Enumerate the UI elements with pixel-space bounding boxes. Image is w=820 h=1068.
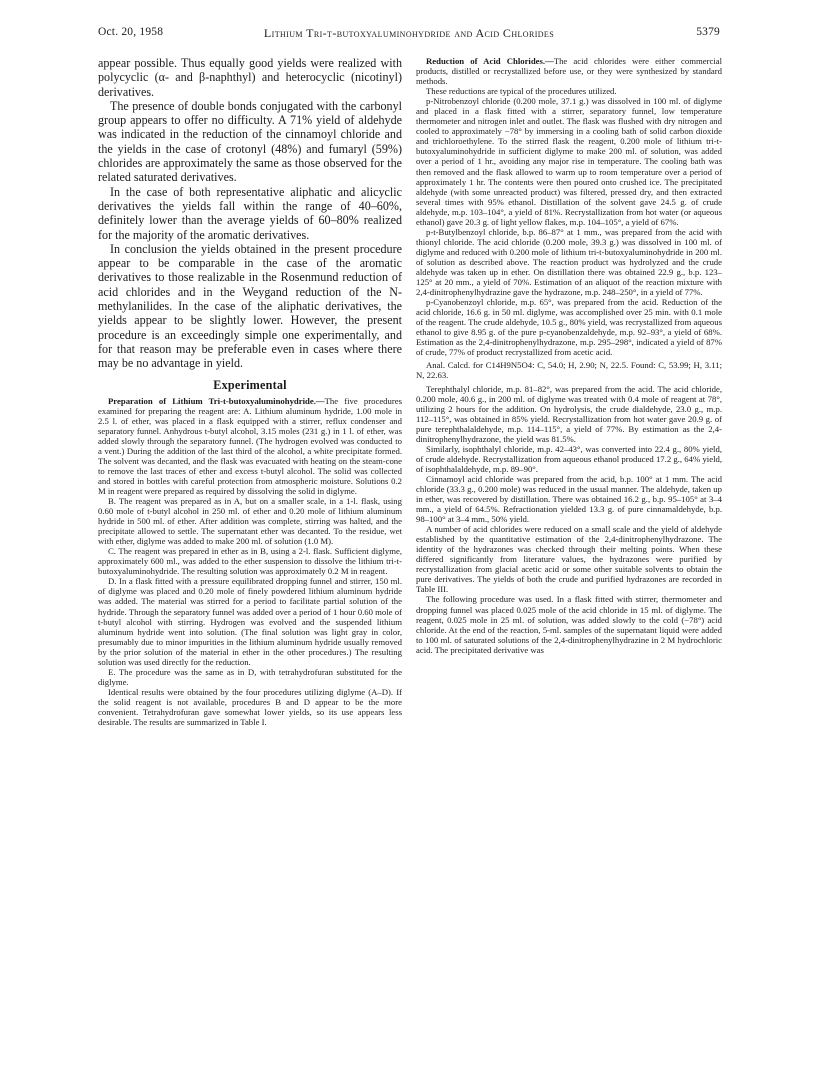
discussion-paragraph: The presence of double bonds conjugated with the carbonyl group appears to offer no difficulty. A 71% yield of aldehyde was indicated in the reduction of the cinnamoyl chloride and the yields in the case of crotonyl (48%) and fumaryl (59%) chlorides are approximately the same as those observed for the related saturated derivatives. (98, 98, 402, 185)
running-header (98, 26, 720, 44)
reduction-paragraph (416, 56, 722, 86)
running-title: Lithium Tri-t-butoxyaluminohydride and Acid Chlorides (263, 26, 555, 40)
experimental-paragraph: A number of acid chlorides were reduced on a small scale and the yield of aldehyde established by the quantitative estimation of the 2,4-dinitrophenylhydrazone. The identity of the hydrazones was checked through their melting points. When these differed significantly from literature values, the hydrazones were purified by recrystallization from glacial acetic acid or some other suitable solvents to obtain the pure derivatives. The yields of both the crude and purified hydrazones are recorded in Table III. (416, 524, 722, 595)
procedure-paragraph: E. The procedure was the same as in D, with tetrahydrofuran substituted for the diglyme. (98, 666, 402, 687)
reduction-text: The acid chlorides were either commercial products, distilled or recrystallized before use, or they were synthesized by standard methods. (416, 56, 723, 87)
page-number: 5379 (696, 26, 720, 38)
preparation-runin-heading: Preparation of Lithium Tri-t-butoxyaluminohydride.— (108, 395, 325, 406)
discussion-paragraph: In the case of both representative aliphatic and alicyclic derivatives the yields fall within the range of 40–60%, definitely lower than the average yields of 60–80% realized for the majority of the aromatic derivatives. (98, 184, 402, 242)
discussion-paragraph: In conclusion the yields obtained in the present procedure appear to be comparable in the case of the aromatic derivatives to those realizable in the Rosenmund reduction of acid chlorides and in the Weygand reduction of the N-methylanilides. In the case of the aliphatic derivatives, the yields appear to be slightly lower. However, the present procedure is an exceedingly simple one experimentally, and for that reason may be preferable even in cases where there may be no advantage in yield. (98, 241, 402, 371)
experimental-paragraph: Similarly, isophthalyl chloride, m.p. 42–43°, was converted into 22.4 g., 80% yield, of crude aldehyde. Recrystallization from aqueous ethanol produced 17.2 g., 64% yield, of isophthalaldehyde, m.p. 89–90°. (416, 443, 722, 474)
experimental-text (98, 396, 402, 728)
discussion-paragraph: appear possible. Thus equally good yields were realized with polycyclic (α- and β-naphthyl) and heterocyclic (nicotinyl) derivatives. (98, 56, 402, 99)
issue-date: Oct. 20, 1958 (98, 26, 164, 38)
left-column (98, 56, 402, 727)
experimental-paragraph: p-Nitrobenzoyl chloride (0.200 mole, 37.1 g.) was dissolved in 100 ml. of diglyme and placed in a flask fitted with a stirrer, separatory funnel, low temperature thermometer and nitrogen inlet and outlet. The flask was flushed with dry nitrogen and cooled to approximately −78° by immersing in a cooling bath of solid carbon dioxide and trichloroethylene. To the stirred flask the reagent, 0.200 mole of lithium tri-t-butoxyaluminohydride in sufficient diglyme to make 200 ml. of solution, was added over a period of 1 hr., avoiding any major rise in temperature. The cooling bath was then removed and the flask allowed to warm up to room temperature over a period of approximately 1 hr. The contents were then poured onto crushed ice. The precipitated aldehyde (with some unreacted product) was filtered, pressed dry, and then extracted several times with 95% ethanol. Distillation of the solvent gave 24.5 g. of crude aldehyde, m.p. 103–104°, a yield of 81%. Recrystallization from hot water (or aqueous ethanol) gave 20.3 g. of light yellow flakes, m.p. 104–105°, a yield of 67%. (416, 96, 722, 227)
analysis-paragraph: Anal. Calcd. for C14H9N5O4: C, 54.0; H, 2.90; N, 22.5. Found: C, 53.99; H, 3.11; N, 22.63. (416, 360, 722, 381)
procedure-paragraph: C. The reagent was prepared in ether as in B, using a 2-l. flask. Sufficient diglyme, approximately 600 ml., was added to the ether suspension to dissolve the lithium tri-t-butoxyaluminohydride. The resulting solution was approximately 0.2 M in reagent. (98, 546, 402, 577)
procedure-paragraph: Identical results were obtained by the four procedures utilizing diglyme (A–D). If the solid reagent is not available, procedures B and D appear to be the more convenient. Tetrahydrofuran gave somewhat lower yields, so its use appears less desirable. The results are summarized in Table I. (98, 686, 402, 728)
discussion-text (98, 56, 402, 371)
procedure-paragraph: D. In a flask fitted with a pressure equilibrated dropping funnel and stirrer, 150 ml. of diglyme was placed and 0.20 mole of finely powdered lithium aluminum hydride was added. The material was stirred for a period to facilitate partial solution of the hydride. Through the separatory funnel was added over a period of 1 hour 0.60 mole of t-butyl alcohol with stirring. Hydrogen was evolved and the suspended lithium aluminum hydride went into solution. (The final solution was light gray in color, presumably due to minor impurities in the lithium aluminum hydride usually removed by the prior solution of the material in ether in the other procedures.) The resulting solution was used directly for the reduction. (98, 576, 402, 667)
preparation-text: The five procedures examined for preparing the reagent are: A. Lithium aluminum hydride, 1.00 mole in 2.5 l. of ether, was placed in a flask equipped with a stirrer, reflux condenser and separatory funnel. Anhydrous t-butyl alcohol, 3.15 moles (231 g.) in 1 l. of ether, was added slowly through the separatory funnel. (The hydrogen evolved was conducted to a vent.) During the addition of the last third of the alcohol, a white precipitate formed. The solvent was decanted, and the flask was evacuated with heating on the steam-cone to remove the last traces of ether and excess t-butyl alcohol. The solid was collected and stored in bottles with careful protection from atmospheric moisture. Solutions 0.2 M in reagent were prepared as required by dissolving the solid in diglyme. (98, 395, 402, 496)
right-column (416, 56, 722, 655)
experimental-paragraph: p-t-Butylbenzoyl chloride, b.p. 86–87° at 1 mm., was prepared from the acid with thionyl chloride. The acid chloride (0.200 mole, 39.3 g.) was dissolved in 100 ml. of diglyme and reduced with 0.200 mole of lithium tri-t-butoxyaluminohydride in 200 ml. of solution as described above. The reaction product was hydrolyzed and the crude aldehyde was taken up in ether. On distillation there was obtained 22.9 g., b.p. 123–125° at 20 mm., a yield of 70%. Estimation of an aliquot of the reaction mixture with 2,4-dinitrophenylhydrazine gave the hydrazone, m.p. 248–250°, in a yield of 77%. (416, 226, 722, 298)
experimental-paragraph: These reductions are typical of the procedures utilized. (426, 86, 617, 97)
experimental-paragraph: Terephthalyl chloride, m.p. 81–82°, was prepared from the acid. The acid chloride, 0.200 mole, 40.6 g., in 200 ml. of diglyme was treated with 0.4 mole of reagent at 78°, utilizing 2 hours for the addition. On hydrolysis, the crude dialdehyde, 23.0 g., m.p. 112–115°, was obtained in 85% yield. Recrystallization from hot water gave 20.9 g. of pure terephthalaldehyde, m.p. 114–115°, a yield of 77%. By estimation as the 2,4-dinitrophenylhydrazone, the yield was 81.5%. (416, 383, 722, 444)
reduction-runin-heading: Reduction of Acid Chlorides.— (426, 56, 554, 66)
experimental-paragraph: Cinnamoyl acid chloride was prepared from the acid, b.p. 100° at 1 mm. The acid chloride (33.3 g., 0.200 mole) was reduced in the usual manner. The aldehyde, taken up in ether, was recovered by distillation. There was obtained 16.2 g., b.p. 95–105° at 3–4 mm., a yield of 64.5%. Refractionation yielded 13.3 g. of pure cinnamaldehyde, b.p. 98–100° at 3–4 mm., 50% yield. (416, 473, 722, 525)
preparation-paragraph (98, 396, 402, 496)
experimental-paragraph: The following procedure was used. In a flask fitted with stirrer, thermometer and dropping funnel was placed 0.025 mole of the acid chloride in 15 ml. of diglyme. The reagent, 0.025 mole in 25 ml. of solution, was added slowly to the cold (−78°) acid chloride. At the end of the reaction, 5-ml. samples of the supernatant liquid were added to 100 ml. of saturated solutions of the 2,4-dinitrophenylhydrazine in 2 M hydrochloric acid. The precipitated derivative was (416, 594, 722, 655)
experimental-paragraph: p-Cyanobenzoyl chloride, m.p. 65°, was prepared from the acid. Reduction of the acid chloride, 16.6 g. in 50 ml. diglyme, was accomplished over 25 min. with 0.1 mole of the reagent. The crude aldehyde, 10.5 g., 80% yield, was recrystallized from aqueous ethanol to give 8.95 g. of the pure p-cyanobenzaldehyde, m.p. 92–93°, a yield of 68%. Estimation as the 2,4-dinitrophenylhydrazone, m.p. 295–298°, indicated a yield of 87% of crude, 77% of product recrystallized from acetic acid. (416, 297, 722, 358)
section-heading-experimental: Experimental (213, 377, 287, 392)
procedure-paragraph: B. The reagent was prepared as in A, but on a smaller scale, in a 1-l. flask, using 0.60 mole of t-butyl alcohol in 250 ml. of ether and 0.20 mole of lithium aluminum hydride in 500 ml. of ether. After addition was complete, stirring was halted, and the precipitate allowed to settle. The supernatant ether was decanted. To the residue, wet with ether, diglyme was added to make 200 ml. of solution (1.0 M). (98, 496, 402, 547)
